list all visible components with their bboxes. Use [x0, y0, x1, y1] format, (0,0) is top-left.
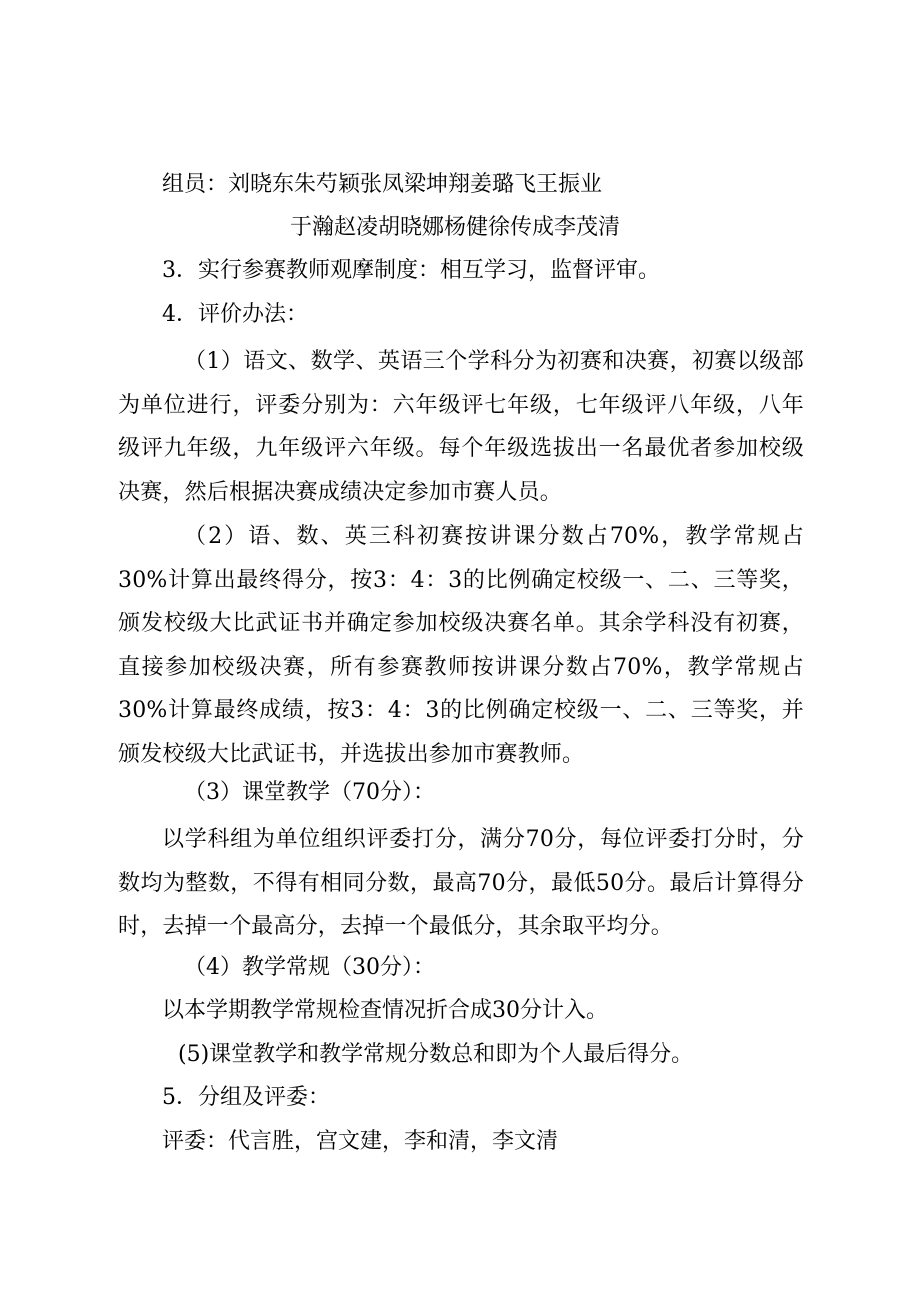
members-line-2: 于瀚赵凌胡晓娜杨健徐传成李茂清	[290, 215, 621, 240]
item-4-3-body: 以学科组为单位组织评委打分，满分70分，每位评委打分时，分数均为整数，不得有相同分数，最高70分，最低50分。最后计算得分时，去掉一个最高分，去掉一个最低分，其余取平均分。	[118, 827, 804, 939]
item-4-paragraph-1: （1）语文、数学、英语三个学科分为初赛和决赛，初赛以级部为单位进行，评委分别为：六年级评七年级，七年级评八年级，八年级评九年级，九年级评六年级。每个年级选拔出一名最优者参加校级决赛，然后根据决赛成绩决定参加市赛人员。	[118, 349, 804, 505]
item-4-3-heading: （3）课堂教学（70分）：	[184, 780, 435, 805]
item-4-4-heading: （4）教学常规（30分）：	[184, 955, 435, 980]
item-5-heading: 5．分组及评委：	[162, 1085, 330, 1110]
judges-line: 评委：代言胜，宫文建，李和清，李文清	[162, 1129, 559, 1154]
item-4-4-body: 以本学期教学常规检查情况折合成30分计入。	[162, 998, 608, 1023]
item-4-heading: 4．评价办法：	[162, 302, 308, 327]
item-4-5-text: (5)课堂教学和教学常规分数总和即为个人最后得分。	[178, 1042, 694, 1067]
item-4-paragraph-2: （2）语、数、英三科初赛按讲课分数占70%，教学常规占30%计算出最终得分，按3：4：3的比例确定校级一、二、三等奖，颁发校级大比武证书并确定参加校级决赛名单。其余学科没有初赛，直接参加校级决赛，所有参赛教师按讲课分数占70%，教学常规占30%计算最终成绩，按3：4：3的比例确定校级一、二、三等奖，并颁发校级大比武证书，并选拔出参加市赛教师。	[118, 524, 804, 767]
members-line-1: 组员：刘晓东朱芍颖张凤梁坤翔姜璐飞王振业	[162, 172, 603, 197]
item-3-text: 3．实行参赛教师观摩制度：相互学习，监督评审。	[162, 258, 660, 283]
